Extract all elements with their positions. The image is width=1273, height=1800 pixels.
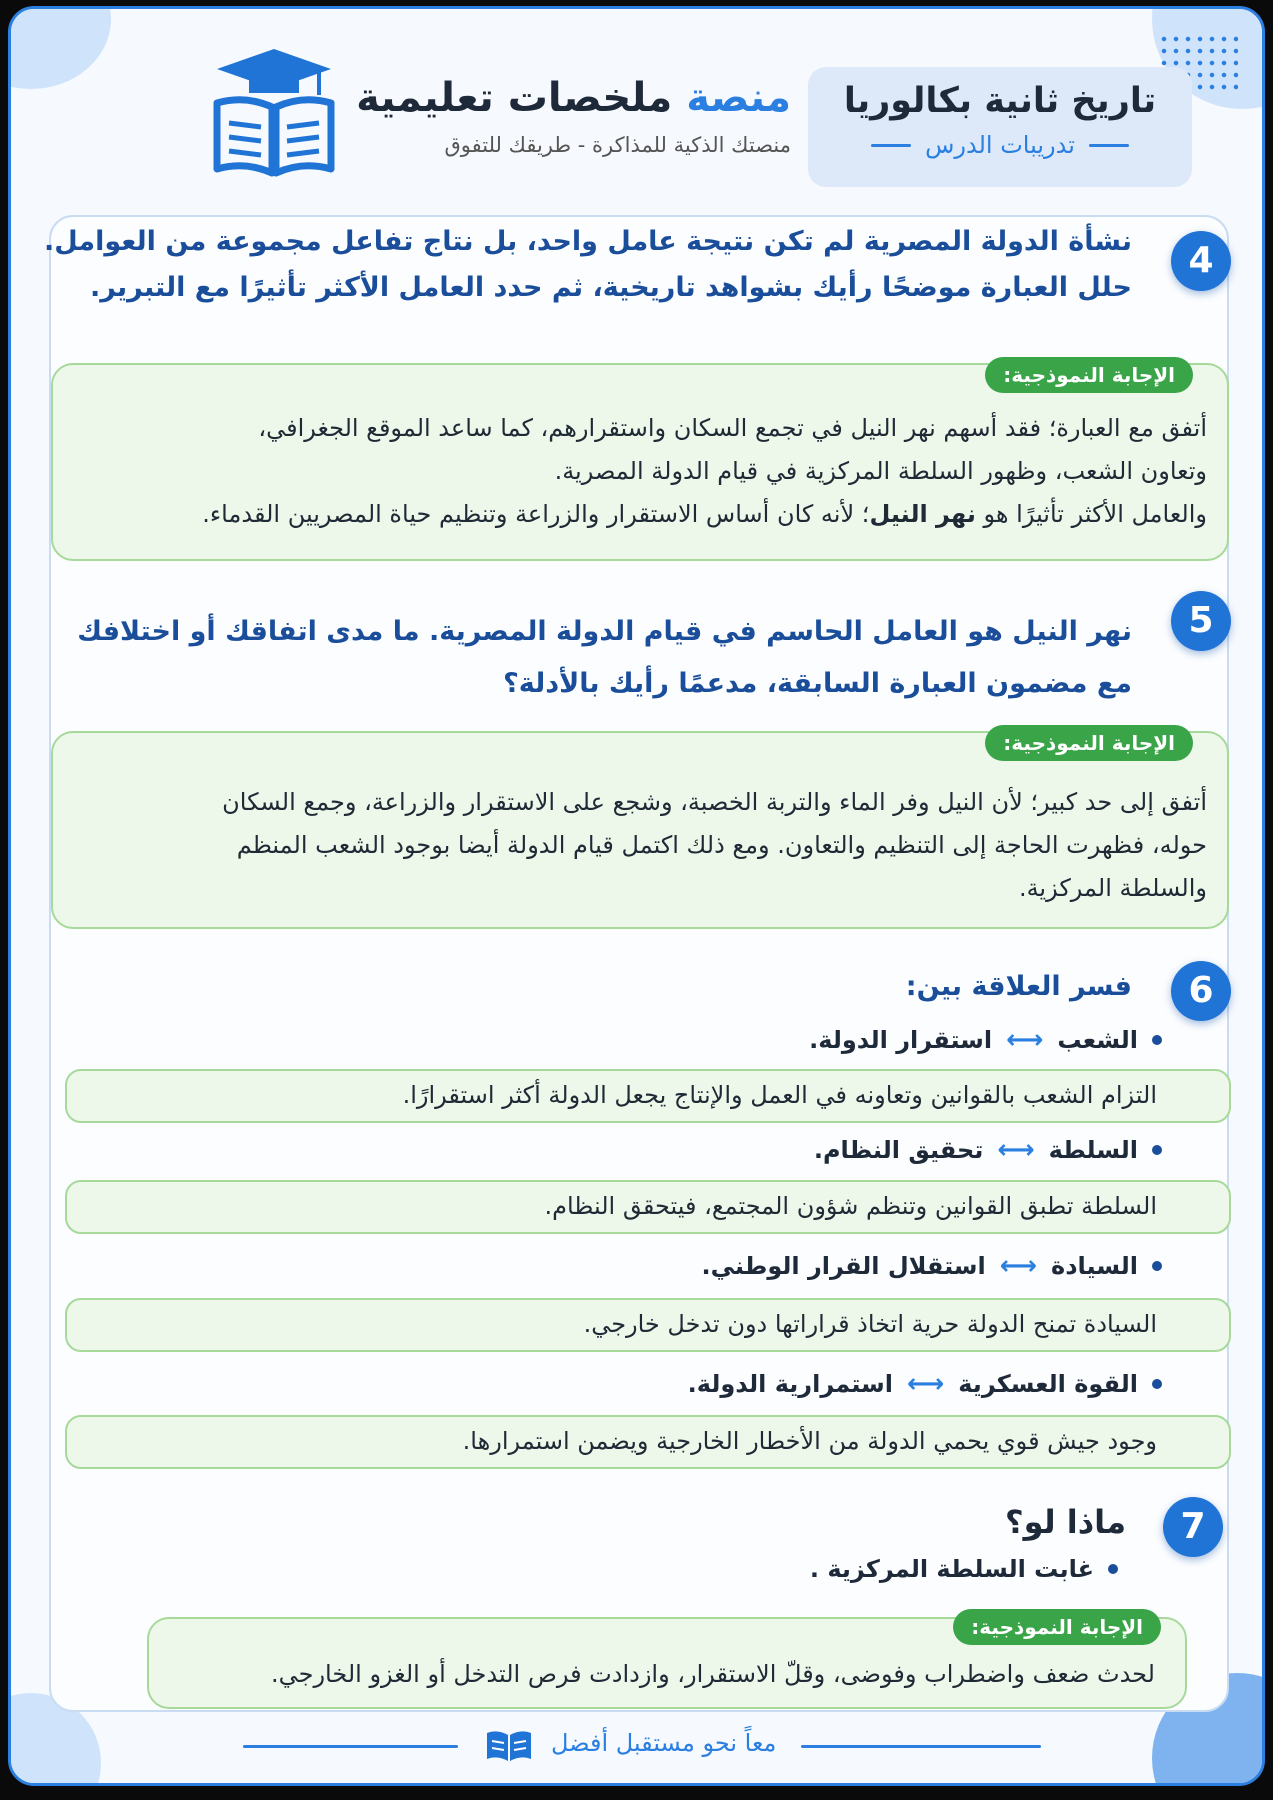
bullet [1108, 1564, 1118, 1574]
question-number-7: 7 [1163, 1497, 1223, 1557]
answer-4-line1: أتفق مع العبارة؛ فقد أسهم نهر النيل في تجمع السكان واستقرارهم، كما ساعد الموقع الجغرافي، [258, 414, 1207, 442]
answer-5-text [222, 781, 1207, 910]
relation-4-explanation: وجود جيش قوي يحمي الدولة من الأخطار الخارجية ويضمن استمرارها. [462, 1427, 1157, 1455]
relation-2-box [65, 1180, 1231, 1234]
relation-3-heading [702, 1251, 1162, 1281]
answer-4-text [202, 407, 1207, 536]
answer-box-7 [147, 1617, 1187, 1709]
relation-1-explanation: التزام الشعب بالقوانين وتعاونه في العمل والإنتاج يجعل الدولة أكثر استقرارًا. [402, 1081, 1157, 1109]
bullet [1152, 1379, 1162, 1389]
relation-3-box [65, 1298, 1231, 1352]
footer-slogan: معاً نحو مستقبل أفضل [551, 1729, 777, 1757]
brand-main: ملخصات تعليمية [356, 75, 673, 121]
brand-tagline: منصتك الذكية للمذاكرة - طريقك للتفوق [444, 133, 791, 157]
answer-label: الإجابة النموذجية: [953, 1609, 1161, 1645]
answer-4-line2: وتعاون الشعب، وظهور السلطة المركزية في قيام الدولة المصرية. [554, 457, 1207, 485]
question-4-line1: نشأة الدولة المصرية لم تكن نتيجة عامل واحد، بل نتاج تفاعل مجموعة من العوامل. [44, 226, 1132, 257]
answer-4-line3 [202, 493, 1207, 536]
answer-box-4 [51, 363, 1229, 561]
answer-4-line3-a: والعامل الأكثر تأثيرًا هو [975, 500, 1207, 528]
relation-4-box [65, 1415, 1231, 1469]
subject-subtitle [808, 131, 1192, 159]
answer-7-text: لحدث ضعف واضطراب وفوضى، وقلّ الاستقرار، وازدادت فرص التدخل أو الغزو الخارجي. [270, 1660, 1155, 1688]
brand [356, 75, 791, 157]
question-number-6: 6 [1171, 961, 1231, 1021]
footer-line [801, 1745, 1041, 1748]
relation-1-left: الشعب [1057, 1026, 1138, 1054]
double-arrow-icon: ⟷ [1006, 1025, 1044, 1055]
question-7-title: ماذا لو؟ [1005, 1503, 1126, 1541]
question-5-line1: نهر النيل هو العامل الحاسم في قيام الدولة المصرية. ما مدى اتفاقك أو اختلافك [77, 616, 1132, 647]
subject-subtitle-text: تدريبات الدرس [925, 131, 1075, 159]
question-number-5: 5 [1171, 591, 1231, 651]
answer-5-line2: حوله، فظهرت الحاجة إلى التنظيم والتعاون. ومع ذلك اكتمل قيام الدولة أيضا بوجود الشعب المنظم [236, 831, 1207, 859]
answer-label: الإجابة النموذجية: [985, 725, 1193, 761]
answer-label: الإجابة النموذجية: [985, 357, 1193, 393]
relation-1-right: استقرار الدولة. [809, 1026, 993, 1054]
answer-5-line1: أتفق إلى حد كبير؛ لأن النيل وفر الماء والتربة الخصبة، وشجع على الاستقرار والزراعة، وجمع السكان [222, 788, 1207, 816]
answer-4-line3-b: ؛ لأنه كان أساس الاستقرار والزراعة وتنظيم حياة المصريين القدماء. [202, 500, 870, 528]
relation-2-right: تحقيق النظام. [813, 1136, 984, 1164]
relation-4-right: استمرارية الدولة. [687, 1370, 893, 1398]
brand-title [356, 75, 791, 121]
header [11, 9, 1262, 209]
relation-1-heading [809, 1025, 1162, 1055]
answer-box-5 [51, 731, 1229, 929]
bullet [1152, 1145, 1162, 1155]
question-5-line2: مع مضمون العبارة السابقة، مدعمًا رأيك بالأدلة؟ [503, 668, 1132, 699]
relation-4-left: القوة العسكرية [958, 1370, 1138, 1398]
relation-3-explanation: السيادة تمنح الدولة حرية اتخاذ قراراتها دون تدخل خارجي. [583, 1310, 1157, 1338]
relation-3-left: السيادة [1051, 1252, 1138, 1280]
footer-line [243, 1745, 458, 1748]
subject-title: تاريخ ثانية بكالوريا [843, 81, 1157, 121]
relation-1-box [65, 1069, 1231, 1123]
bullet [1152, 1261, 1162, 1271]
relation-3-right: استقلال القرار الوطني. [701, 1252, 986, 1280]
worksheet-page [8, 6, 1265, 1786]
answer-5-line3: والسلطة المركزية. [1018, 874, 1207, 902]
graduation-book-icon [209, 45, 339, 185]
footer [11, 1725, 1262, 1765]
brand-prefix: منصة [686, 75, 791, 121]
question-6-title: فسر العلاقة بين: [905, 971, 1132, 1002]
open-book-icon [483, 1729, 535, 1763]
double-arrow-icon: ⟷ [997, 1135, 1035, 1165]
question-number-4: 4 [1171, 231, 1231, 291]
question-7-bullet [810, 1555, 1118, 1583]
question-4-line2: حلل العبارة موضحًا رأيك بشواهد تاريخية، ثم حدد العامل الأكثر تأثيرًا مع التبرير. [89, 272, 1132, 303]
relation-2-left: السلطة [1048, 1136, 1138, 1164]
bullet [1152, 1035, 1162, 1045]
divider [871, 144, 911, 147]
subject-box [808, 67, 1192, 187]
double-arrow-icon: ⟷ [906, 1369, 945, 1399]
relation-2-heading [814, 1135, 1162, 1165]
relation-4-heading [688, 1369, 1162, 1399]
question-7-condition: غابت السلطة المركزية . [809, 1555, 1094, 1583]
relation-2-explanation: السلطة تطبق القوانين وتنظم شؤون المجتمع، فيتحقق النظام. [544, 1192, 1157, 1220]
double-arrow-icon: ⟷ [999, 1251, 1038, 1281]
divider [1089, 144, 1129, 147]
answer-4-line3-bold: نهر النيل [869, 500, 976, 528]
